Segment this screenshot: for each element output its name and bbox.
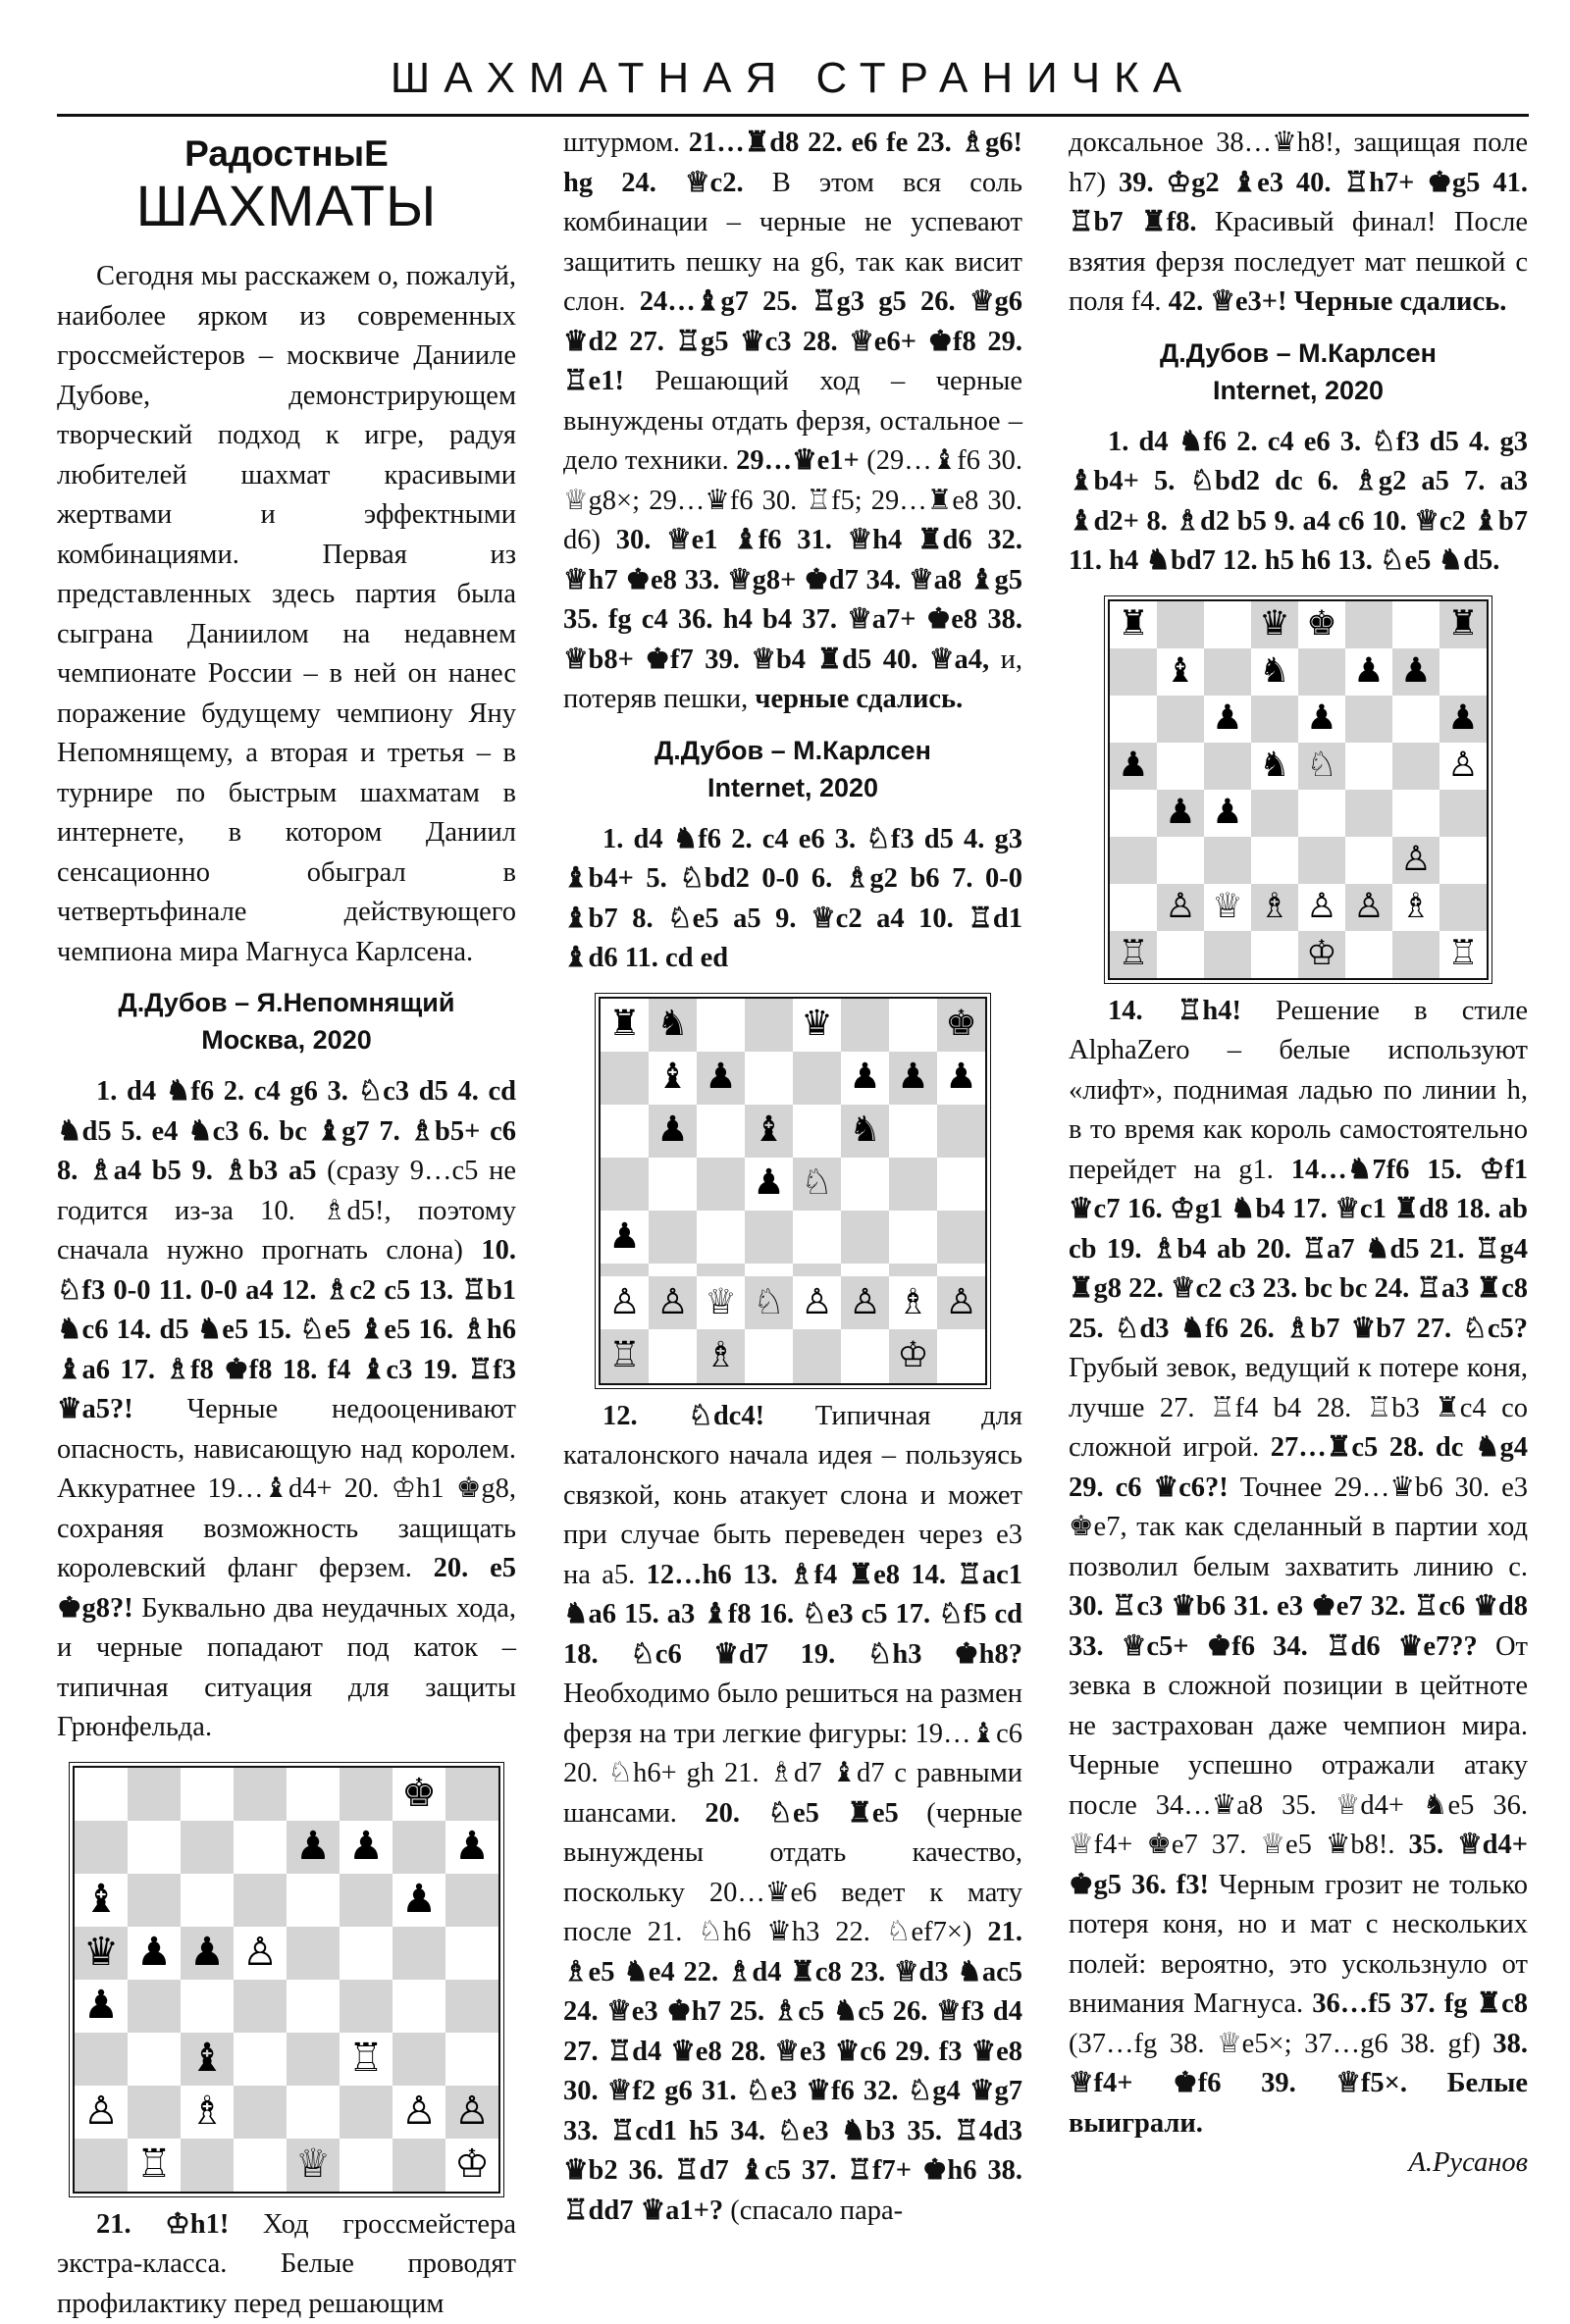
square-g8 <box>1392 601 1439 648</box>
col2-m5: черные сдались. <box>755 684 963 714</box>
square-e5 <box>287 1927 340 1980</box>
game1-header <box>57 984 516 1059</box>
square-h4 <box>1439 790 1487 837</box>
square-e1: ♔ <box>1298 931 1345 978</box>
game2-place: Internet, 2020 <box>563 769 1022 806</box>
game3-place: Internet, 2020 <box>1069 372 1528 409</box>
square-f3: ♖ <box>340 2033 392 2086</box>
square-d8: ♛ <box>1251 601 1298 648</box>
square-d8 <box>234 1768 287 1821</box>
square-a2: ♙ <box>75 2086 128 2139</box>
col3-t8: (37…fg 38. ♕e5×; 37…g6 38. gf) <box>1069 2029 1492 2059</box>
column-2 <box>563 124 1022 2231</box>
square-a6 <box>1110 696 1157 743</box>
col2-m7: 12…h6 13. ♗f4 ♜e8 14. ♖ac1 ♞a6 15. a3 ♝f8 16. ♘e3 c5 17. ♘f5 cd 18. ♘c6 ♛d7 19. ♘h3 ♚h8? <box>563 1560 1022 1670</box>
game2-header <box>563 732 1022 806</box>
square-b5 <box>649 1158 697 1211</box>
square-b5 <box>1157 743 1204 790</box>
square-a3 <box>1110 837 1157 884</box>
square-g6 <box>889 1105 937 1158</box>
square-c3: ♝ <box>181 2033 234 2086</box>
square-g8 <box>889 999 937 1052</box>
article-title <box>57 131 516 237</box>
game3-header <box>1069 335 1528 409</box>
square-c2: ♕ <box>1204 884 1251 931</box>
square-h8: ♚ <box>937 999 985 1052</box>
square-d1 <box>234 2139 287 2192</box>
square-b2: ♙ <box>649 1276 697 1329</box>
board-game2 <box>599 997 987 1385</box>
square-g7: ♟ <box>889 1052 937 1105</box>
square-f8 <box>340 1768 392 1821</box>
col2-t4: (29…♝f6 30. ♕g8×; 29…♛f6 30. ♖f5; 29…♜e8 30. d6) <box>563 445 1022 555</box>
square-b2: ♙ <box>1157 884 1204 931</box>
col3-t7: Черным грозит не только потеря коня, но и мат с нескольких полей: вероятно, это ускользнуло от внимания Магнуса. <box>1069 1870 1528 2020</box>
square-f8 <box>841 999 889 1052</box>
square-e5: ♘ <box>793 1158 841 1211</box>
col3-m1: 39. ♔g2 ♝e3 40. ♖h7+ ♚g5 41. ♖b7 ♜f8. <box>1069 168 1528 238</box>
square-a4: ♟ <box>601 1211 649 1264</box>
square-b6 <box>1157 696 1204 743</box>
square-h1: ♔ <box>445 2139 498 2192</box>
square-c1 <box>181 2139 234 2192</box>
square-b8: ♞ <box>649 999 697 1052</box>
square-f3 <box>1345 837 1392 884</box>
page-header-title: ШАХМАТНАЯ СТРАНИЧКА <box>391 54 1195 102</box>
square-c8 <box>697 999 745 1052</box>
square-h1: ♖ <box>1439 931 1487 978</box>
col2-t8: (черные вынуждены отдать качество, поскольку 20…♛e6 ведет к мату после 21. ♘h6 ♛h3 22. ♘ef7×) <box>563 1798 1022 1948</box>
game1-comment-21: Ход гроссмейстера экстра-класса. Белые проводят профилактику перед решающим <box>57 2209 516 2319</box>
square-c7 <box>1204 648 1251 696</box>
square-b3 <box>1157 837 1204 884</box>
square-d2: ♗ <box>1251 884 1298 931</box>
square-d7: ♞ <box>1251 648 1298 696</box>
square-g4 <box>1392 790 1439 837</box>
square-a8 <box>75 1768 128 1821</box>
square-a8: ♜ <box>601 999 649 1052</box>
square-e1: ♕ <box>287 2139 340 2192</box>
square-d5: ♙ <box>234 1927 287 1980</box>
col2-t5: и, потеряв пешки, <box>563 645 1022 715</box>
square-c4: ♟ <box>1204 790 1251 837</box>
game1-players: Д.Дубов – Я.Непомнящий <box>57 984 516 1021</box>
square-h3 <box>445 2033 498 2086</box>
square-g8: ♚ <box>392 1768 445 1821</box>
square-g3 <box>889 1264 937 1277</box>
square-d7 <box>745 1052 793 1105</box>
col3-t5: Точнее 29…♛b6 30. e3 ♚e7, так как сделанный в партии ход позволил белым захватить линию с. <box>1069 1472 1528 1582</box>
square-f4 <box>340 1980 392 2033</box>
square-h1 <box>937 1329 985 1382</box>
square-b5: ♟ <box>128 1927 181 1980</box>
square-f5 <box>1345 743 1392 790</box>
col3-m6: 30. ♖c3 ♛b6 31. e3 ♚e7 32. ♖c6 ♛d8 33. ♕c5+ ♚f6 34. ♖d6 ♛e7?? <box>1069 1591 1528 1662</box>
square-e3 <box>793 1264 841 1277</box>
square-d3 <box>1251 837 1298 884</box>
square-e1 <box>793 1329 841 1382</box>
square-b7 <box>128 1821 181 1874</box>
square-e2 <box>287 2086 340 2139</box>
square-h2: ♙ <box>937 1276 985 1329</box>
square-b8 <box>128 1768 181 1821</box>
square-c7 <box>181 1821 234 1874</box>
square-b4 <box>649 1211 697 1264</box>
square-g6: ♟ <box>392 1874 445 1927</box>
square-h3 <box>1439 837 1487 884</box>
square-a6 <box>601 1105 649 1158</box>
col3-m4: 14…♞7f6 15. ♔f1 ♛c7 16. ♔g1 ♞b4 17. ♕c1 ♜d8 18. ab cb 19. ♗b4 ab 20. ♖a7 ♞d5 21. ♖g4 ♜g8 22. ♕c2 c3 23. bc bc 24. ♖a3 ♜c8 25. ♘d3 ♞f6 26. ♗b7 ♛b7 27. ♘c5? <box>1069 1155 1528 1344</box>
col2-m1: 21…♜d8 22. e6 fe 23. ♗g6! hg 24. ♕c2. <box>563 128 1022 198</box>
col2-t1: штурмом. <box>563 128 689 158</box>
square-d3 <box>234 2033 287 2086</box>
square-e4 <box>1298 790 1345 837</box>
square-f8 <box>1345 601 1392 648</box>
square-d8 <box>745 999 793 1052</box>
game1-moves-2: 10. ♘f3 0-0 11. 0-0 a4 12. ♗c2 c5 13. ♖b1 ♞c6 14. d5 ♞e5 15. ♘e5 ♝e5 16. ♗h6 ♝a6 17. ♗f8 ♚f8 18. f4 ♝c3 19. ♖f3 ♛a5?! <box>57 1235 516 1424</box>
square-e6 <box>287 1874 340 1927</box>
square-d6 <box>234 1874 287 1927</box>
square-g7: ♟ <box>1392 648 1439 696</box>
square-g2: ♗ <box>1392 884 1439 931</box>
square-e6: ♟ <box>1298 696 1345 743</box>
square-f4 <box>1345 790 1392 837</box>
square-e8: ♛ <box>793 999 841 1052</box>
square-c2: ♗ <box>181 2086 234 2139</box>
col2-m2: 24…♝g7 25. ♖g3 g5 26. ♕g6 ♛d2 27. ♖g5 ♛c3 28. ♕e6+ ♚f8 29. ♖e1! <box>563 286 1022 396</box>
article-title-line2: ШАХМАТЫ <box>57 177 516 237</box>
square-f7: ♟ <box>1345 648 1392 696</box>
col2-t7: Необходимо было решиться на размен ферзя на три легкие фигуры: 19…♝c6 20. ♘h6+ gh 21. ♗d7 ♝d7 с равными шансами. <box>563 1678 1022 1829</box>
square-e3 <box>287 2033 340 2086</box>
square-a4: ♟ <box>75 1980 128 2033</box>
square-a2 <box>1110 884 1157 931</box>
square-h4 <box>937 1211 985 1264</box>
square-g2: ♙ <box>392 2086 445 2139</box>
square-d4 <box>1251 790 1298 837</box>
square-h6 <box>445 1874 498 1927</box>
square-b1: ♖ <box>128 2139 181 2192</box>
square-d3 <box>745 1264 793 1277</box>
square-e6 <box>793 1105 841 1158</box>
square-h7: ♟ <box>937 1052 985 1105</box>
col3-text-2 <box>1069 992 1528 2144</box>
square-g5 <box>889 1158 937 1211</box>
col3-m9: 38. ♕f4+ ♚f6 39. ♕f5×. Белые выиграли. <box>1069 2029 1528 2139</box>
square-f5 <box>340 1927 392 1980</box>
col3-text-1 <box>1069 124 1528 323</box>
square-c5 <box>1204 743 1251 790</box>
square-h2: ♙ <box>445 2086 498 2139</box>
square-h8: ♜ <box>1439 601 1487 648</box>
square-f3 <box>841 1264 889 1277</box>
square-c3 <box>1204 837 1251 884</box>
game1-place: Москва, 2020 <box>57 1021 516 1059</box>
col3-m3: 14. ♖h4! <box>1108 996 1241 1026</box>
square-a3 <box>601 1264 649 1277</box>
square-h7: ♟ <box>445 1821 498 1874</box>
square-h3 <box>937 1264 985 1277</box>
square-d7 <box>234 1821 287 1874</box>
col2-text-1 <box>563 124 1022 720</box>
square-f2 <box>340 2086 392 2139</box>
square-h5 <box>445 1927 498 1980</box>
square-g3: ♙ <box>1392 837 1439 884</box>
square-b3 <box>128 2033 181 2086</box>
board-game1 <box>73 1766 500 2194</box>
article-author: А.Русанов <box>1069 2143 1528 2184</box>
square-a4 <box>1110 790 1157 837</box>
square-e8 <box>287 1768 340 1821</box>
square-a1: ♖ <box>1110 931 1157 978</box>
square-f2: ♙ <box>1345 884 1392 931</box>
square-h2 <box>1439 884 1487 931</box>
game3-moves: 1. d4 ♞f6 2. c4 e6 3. ♘f3 d5 4. g3 ♝b4+ 5. ♘bd2 dc 6. ♗g2 a5 7. a3 ♝d2+ 8. ♗d2 b5 9. a4 c6 10. ♕c2 ♝b7 11. h4 ♞bd7 12. h5 h6 13. ♘e5 ♞d5. <box>1069 423 1528 582</box>
square-f7: ♟ <box>841 1052 889 1105</box>
col2-m6: 12. ♘dc4! <box>602 1401 764 1431</box>
col3-t4: Грубый зевок, ведущий к потере коня, лучше 27. ♖f4 b4 28. ♖b3 ♜c4 со сложной игрой. <box>1069 1353 1528 1463</box>
game1-comment-1: (сразу 9…c5 не годится из-за 10. ♗d5!, поэтому сначала нужно прогнать слона) <box>57 1156 516 1265</box>
col2-t6: Типичная для каталонского начала идея – пользуясь связкой, конь атакует слона и может при случае быть переведен через e3 на a5. <box>563 1401 1022 1590</box>
square-a5 <box>601 1158 649 1211</box>
square-h8 <box>445 1768 498 1821</box>
game1-text <box>57 1072 516 1748</box>
square-a8: ♜ <box>1110 601 1157 648</box>
board-game3 <box>1108 599 1489 980</box>
column-3 <box>1069 124 1528 2184</box>
square-g7 <box>392 1821 445 1874</box>
game2-players: Д.Дубов – М.Карлсен <box>563 732 1022 769</box>
square-e8: ♚ <box>1298 601 1345 648</box>
square-a7 <box>75 1821 128 1874</box>
square-d5: ♞ <box>1251 743 1298 790</box>
square-a7 <box>1110 648 1157 696</box>
square-h4 <box>445 1980 498 2033</box>
square-a1 <box>75 2139 128 2192</box>
square-a5: ♟ <box>1110 743 1157 790</box>
square-b4: ♟ <box>1157 790 1204 837</box>
square-g4 <box>889 1211 937 1264</box>
col2-t9: (спасало пара- <box>723 2195 903 2226</box>
square-h6 <box>937 1105 985 1158</box>
col3-t2: Красивый финал! После взятия ферзя последует мат пешкой с поля f4. <box>1069 207 1528 317</box>
square-e2: ♙ <box>793 1276 841 1329</box>
column-1 <box>57 124 516 2324</box>
square-b7: ♝ <box>649 1052 697 1105</box>
square-d4 <box>234 1980 287 2033</box>
square-c8 <box>181 1768 234 1821</box>
square-d1 <box>1251 931 1298 978</box>
square-c4 <box>697 1211 745 1264</box>
page-header <box>57 37 1529 117</box>
square-g6 <box>1392 696 1439 743</box>
square-f1 <box>340 2139 392 2192</box>
square-c6 <box>181 1874 234 1927</box>
square-g4 <box>392 1980 445 2033</box>
square-c1: ♗ <box>697 1329 745 1382</box>
square-c1 <box>1204 931 1251 978</box>
square-d6 <box>1251 696 1298 743</box>
game1-comment-3: Буквально два неудачных хода, и черные попадают под каток – типичная ситуация для защиты Грюнфельда. <box>57 1593 516 1743</box>
game1-moves-1: 1. d4 ♞f6 2. c4 g6 3. ♘c3 d5 4. cd ♞d5 5. e4 ♞c3 6. bc ♝g7 7. ♗b5+ c6 8. ♗a4 b5 9. ♗b3 a5 <box>57 1076 516 1186</box>
square-f5 <box>841 1158 889 1211</box>
square-b7: ♝ <box>1157 648 1204 696</box>
square-a2: ♙ <box>601 1276 649 1329</box>
square-e7: ♟ <box>287 1821 340 1874</box>
square-f6: ♞ <box>841 1105 889 1158</box>
col3-t6: От зевка в сложной позиции в цейтноте не застрахован даже чемпион мира. Черные успешно отражали атаку после 34…♛a8 35. ♕d4+ ♞e5 36. ♕f4+ ♚e7 37. ♕e5 ♛b8!. <box>1069 1631 1528 1861</box>
square-c6: ♟ <box>1204 696 1251 743</box>
square-e4 <box>793 1211 841 1264</box>
square-f6 <box>1345 696 1392 743</box>
square-b1 <box>649 1329 697 1382</box>
game1-move-21: 21. ♔h1! <box>96 2209 229 2240</box>
square-e2: ♙ <box>1298 884 1345 931</box>
square-c4 <box>181 1980 234 2033</box>
square-d4 <box>745 1211 793 1264</box>
square-a3 <box>75 2033 128 2086</box>
square-c5: ♟ <box>181 1927 234 1980</box>
square-f1 <box>1345 931 1392 978</box>
col2-t3: Решающий ход – черные вынуждены отдать ферзя, остальное – дело техники. <box>563 366 1022 476</box>
square-b6 <box>128 1874 181 1927</box>
square-d2 <box>234 2086 287 2139</box>
square-f7: ♟ <box>340 1821 392 1874</box>
square-c6 <box>697 1105 745 1158</box>
col2-m3: 29…♛e1+ <box>736 445 860 476</box>
square-e3 <box>1298 837 1345 884</box>
col3-m2: 42. ♕e3+! Черные сдались. <box>1169 286 1507 317</box>
square-g3 <box>392 2033 445 2086</box>
square-c5 <box>697 1158 745 1211</box>
square-e5: ♘ <box>1298 743 1345 790</box>
square-d5: ♟ <box>745 1158 793 1211</box>
col3-m8: 36…f5 37. fg ♜c8 <box>1312 1988 1528 2019</box>
square-h5 <box>937 1158 985 1211</box>
square-a5: ♛ <box>75 1927 128 1980</box>
square-c3 <box>697 1264 745 1277</box>
square-c8 <box>1204 601 1251 648</box>
square-f1 <box>841 1329 889 1382</box>
square-e7 <box>793 1052 841 1105</box>
col3-m7: 35. ♕d4+ ♚g5 36. f3! <box>1069 1830 1528 1900</box>
square-a1: ♖ <box>601 1329 649 1382</box>
article-title-line1: РадостныЕ <box>57 131 516 177</box>
square-b2 <box>128 2086 181 2139</box>
square-g1 <box>392 2139 445 2192</box>
square-b4 <box>128 1980 181 2033</box>
square-a7 <box>601 1052 649 1105</box>
square-g1 <box>1392 931 1439 978</box>
square-e7 <box>1298 648 1345 696</box>
col2-t2: В этом вся соль комбинации – черные не успевают защитить пешку на g6, так как висит слон. <box>563 168 1022 318</box>
square-b6: ♟ <box>649 1105 697 1158</box>
square-g5 <box>1392 743 1439 790</box>
col3-t3: Решение в стиле AlphaZero – белые используют «лифт», поднимая ладью по линии h, в то время как король самостоятельно перейдет на g1. <box>1069 996 1528 1185</box>
game2-moves: 1. d4 ♞f6 2. c4 e6 3. ♘f3 d5 4. g3 ♝b4+ 5. ♘bd2 0-0 6. ♗g2 b6 7. 0-0 ♝b7 8. ♘e5 a5 9. ♕c2 a4 10. ♖d1 ♝d6 11. cd ed <box>563 820 1022 979</box>
square-h5: ♙ <box>1439 743 1487 790</box>
square-c7: ♟ <box>697 1052 745 1105</box>
col3-t1: доксальное 38…♛h8!, защищая поле h7) <box>1069 128 1528 198</box>
col2-m4: 30. ♕e1 ♝f6 31. ♕h4 ♜d6 32. ♕h7 ♚e8 33. ♕g8+ ♚d7 34. ♕a8 ♝g5 35. fg c4 36. h4 b4 37. ♕a7+ ♚e8 38. ♕b8+ ♚f7 39. ♕b4 ♜d5 40. ♕a4, <box>563 525 1022 675</box>
col3-m5: 27…♜c5 28. dc ♞g4 29. c6 ♛c6?! <box>1069 1432 1528 1503</box>
game1-continuation <box>57 2205 516 2324</box>
square-e4 <box>287 1980 340 2033</box>
square-b1 <box>1157 931 1204 978</box>
square-c2: ♕ <box>697 1276 745 1329</box>
game3-players: Д.Дубов – М.Карлсен <box>1069 335 1528 372</box>
square-d2: ♘ <box>745 1276 793 1329</box>
square-d1 <box>745 1329 793 1382</box>
square-h7 <box>1439 648 1487 696</box>
square-g5 <box>392 1927 445 1980</box>
square-a6: ♝ <box>75 1874 128 1927</box>
square-d6: ♝ <box>745 1105 793 1158</box>
square-g2: ♗ <box>889 1276 937 1329</box>
square-b8 <box>1157 601 1204 648</box>
col2-m9: 21. ♗e5 ♞e4 22. ♗d4 ♜c8 23. ♕d3 ♞ac5 24. ♕e3 ♚h7 25. ♗c5 ♞c5 26. ♕f3 d4 27. ♖d4 ♛e8 28. ♕e3 ♛c6 29. f3 ♛e8 30. ♕f2 g6 31. ♘e3 ♛f6 32. ♘g4 ♛g7 33. ♖cd1 h5 34. ♘e3 ♞b3 35. ♖4d3 ♛b2 36. ♖d7 ♝c5 37. ♖f7+ ♚h6 38. ♖dd7 ♛a1+? <box>563 1917 1022 2226</box>
square-h6: ♟ <box>1439 696 1487 743</box>
col2-m8: 20. ♘e5 ♜e5 <box>705 1798 898 1829</box>
square-g1: ♔ <box>889 1329 937 1382</box>
square-f4 <box>841 1211 889 1264</box>
game1-comment-2: Черные недооценивают опасность, нависающую над королем. Аккуратнее 19…♝d4+ 20. ♔h1 ♚g8, сохраняя возможность защищать королевский фланг ферзем. <box>57 1394 516 1583</box>
intro-paragraph: Сегодня мы расскажем о, пожалуй, наиболее ярком из современных гроссмейстеров – москвиче Данииле Дубове, демонстрирующем творческий подход к игре, радуя любителей шахмат красивыми жертвами и эффектными комбинациями. Первая из представленных здесь партия была сыграна Даниилом на недавнем чемпионате России – в ней он нанес поражение будущему чемпиону Яну Непомнящему, а вторая и третья – в турнире по быстрым шахматам в интернете, в котором Даниил сенсационно обыграл в четвертьфинале действующего чемпиона мира Магнуса Карлсена. <box>57 257 516 972</box>
square-f6 <box>340 1874 392 1927</box>
square-b3 <box>649 1264 697 1277</box>
col2-text-2 <box>563 1397 1022 2232</box>
square-f2: ♙ <box>841 1276 889 1329</box>
game1-moves-3: 20. e5 ♚g8?! <box>57 1553 516 1624</box>
